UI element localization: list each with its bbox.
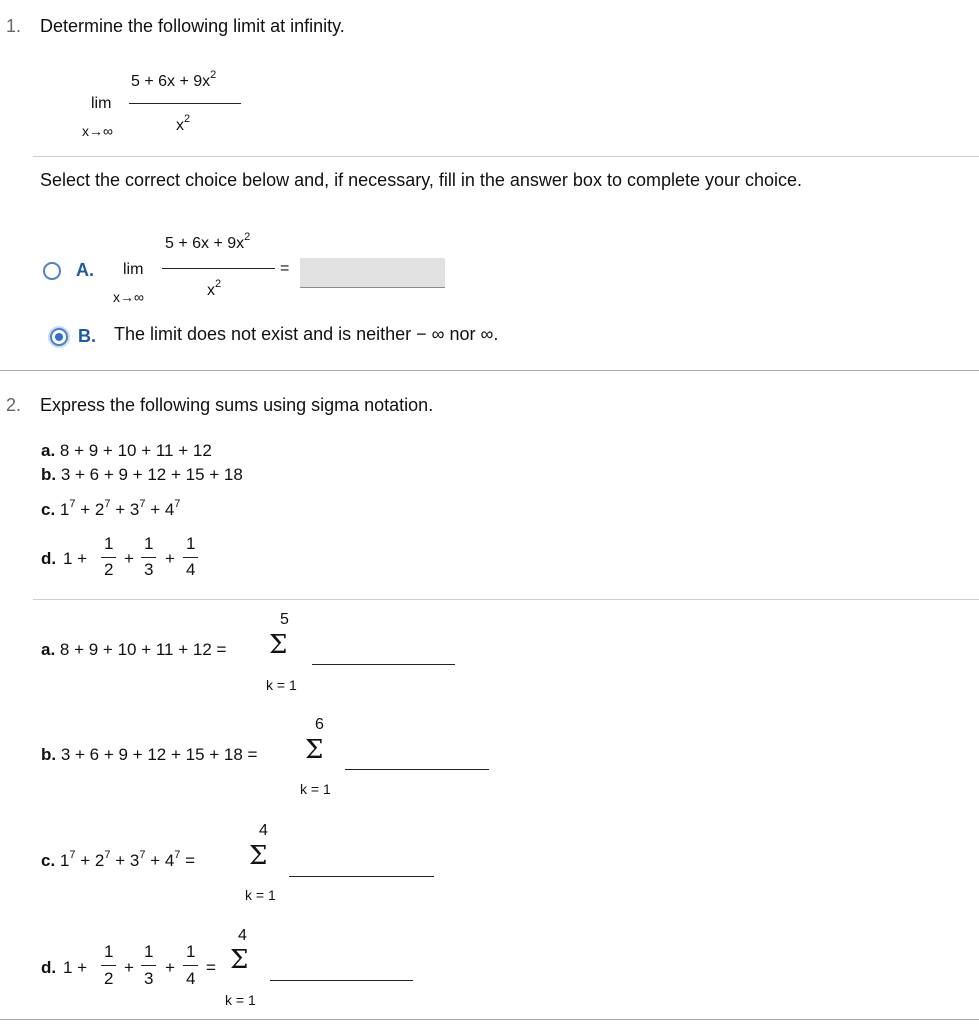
item-b-expr: 3 + 6 + 9 + 12 + 15 + 18 xyxy=(60,465,243,484)
answer-c-upper: 4 xyxy=(259,822,268,839)
sigma-icon: Σ xyxy=(230,945,249,975)
answer-b-upper: 6 xyxy=(315,716,324,733)
choice-a-answer-box[interactable] xyxy=(300,258,445,288)
item-c: c. $1^7 + 2^7 + 3^7 + 4^7$ xyxy=(41,498,181,519)
sigma-icon: Σ xyxy=(249,841,268,871)
answer-b-lhs: 3 + 6 + 9 + 12 + 15 + 18 = xyxy=(60,745,258,764)
answer-a-upper: 5 xyxy=(280,611,289,628)
item-b xyxy=(41,465,243,485)
choice-a-numerator-exponent: 2 xyxy=(244,231,251,243)
item-b-label: b. xyxy=(41,465,57,484)
answer-b-input[interactable] xyxy=(345,769,489,770)
choice-a-equals: = xyxy=(280,260,290,277)
answer-a-lower: k = 1 xyxy=(266,677,297,693)
choice-b-text: The limit does not exist and is neither − ∞ nor ∞. xyxy=(114,324,499,344)
divider xyxy=(33,599,979,600)
lim-label: lim xyxy=(91,95,112,112)
choice-a-letter: A. xyxy=(76,260,94,280)
item-a xyxy=(41,441,212,461)
instruction: Select the correct choice below and, if necessary, fill in the answer box to complete your choice. xyxy=(40,170,803,190)
choice-a-numerator: 5 + 6x + 9x xyxy=(165,235,245,252)
choice-a-denominator: x xyxy=(207,282,215,299)
sigma-icon: Σ xyxy=(269,630,288,660)
choice-a-lim: lim xyxy=(123,261,144,278)
item-d-lead: 1 + xyxy=(63,549,88,568)
question-2-prompt: Express the following sums using sigma notation. xyxy=(40,395,434,415)
question-1-prompt: Determine the following limit at infinity. xyxy=(40,16,345,36)
answer-c-lower: k = 1 xyxy=(245,887,276,903)
item-a-expr: 8 + 9 + 10 + 11 + 12 xyxy=(59,441,212,460)
denominator-exponent: 2 xyxy=(184,113,191,125)
question-2-number: 2. xyxy=(6,395,22,415)
answer-d-upper: 4 xyxy=(238,927,247,944)
item-c-label: c. xyxy=(41,500,56,519)
answer-d-equals: = xyxy=(206,958,216,977)
choice-b-radio[interactable] xyxy=(50,328,68,346)
question-divider xyxy=(0,370,979,371)
answer-a-input[interactable] xyxy=(312,664,455,665)
item-a-label: a. xyxy=(41,441,56,460)
sigma-icon: Σ xyxy=(305,735,324,765)
answer-c-equals: = xyxy=(185,851,196,870)
choice-b-letter: B. xyxy=(78,326,96,346)
divider xyxy=(33,156,979,157)
bottom-divider xyxy=(0,1019,979,1020)
answer-d-lower: k = 1 xyxy=(225,992,256,1008)
answer-a-lhs: 8 + 9 + 10 + 11 + 12 = xyxy=(59,640,227,659)
answer-d-input[interactable] xyxy=(270,980,413,981)
choice-a-fraction-bar xyxy=(162,268,275,269)
lim-subscript: x→∞ xyxy=(82,123,113,139)
choice-a-denominator-exponent: 2 xyxy=(215,278,222,290)
item-d-label: d. xyxy=(41,549,57,568)
choice-a-radio[interactable] xyxy=(43,262,61,280)
choice-a-lim-subscript: x→∞ xyxy=(113,289,144,305)
question-1-number: 1. xyxy=(6,16,22,36)
numerator: 5 + 6x + 9x xyxy=(131,73,211,90)
denominator: x xyxy=(176,117,184,134)
answer-b-lower: k = 1 xyxy=(300,781,331,797)
fraction-bar xyxy=(129,103,241,104)
answer-c-input[interactable] xyxy=(289,876,434,877)
numerator-exponent: 2 xyxy=(210,69,217,81)
